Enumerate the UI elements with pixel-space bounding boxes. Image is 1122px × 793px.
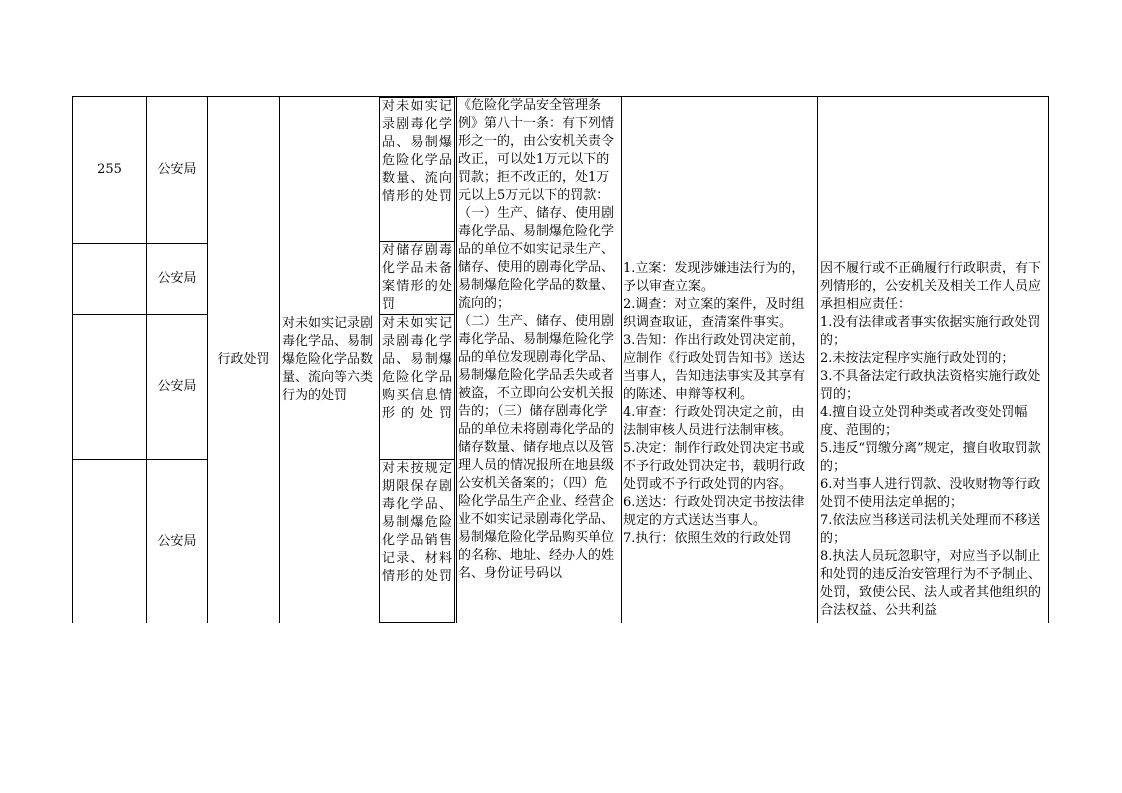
sub-item-cell: 对未按规定期限保存剧毒化学品、易制爆危险化学品销售记录、材料情形的处罚 bbox=[379, 459, 455, 623]
item-name-text: 对未如实记录剧毒化学品、易制爆危险化学品数量、流向等六类行为的处罚 bbox=[282, 316, 374, 403]
sub-item-cell: 对未如实记录剧毒化学品、易制爆危险化学品数量、流向情形的处罚 bbox=[379, 97, 455, 242]
liability-cell: 因不履行或不正确履行行政职责，有下列情形的，公安机关及相关工作人员应承担相应责任： 1.没有法律或者事实依据实施行政处罚的； 2.未按法定程序实施行政处罚的； 3.不具备法定行政执法资格实施行政处罚的； 4.擅自设立处罚种类或者改变处罚幅度、范围的； 5.违反“罚缴分离”规定，擅自收取罚款的； 6.对当事人进行罚款、没收财物等行政处罚不使用法定单据的； 7.依法应当移送司法机关处理而不移送的； 8.执法人员玩忽职守，对应当予以制止和处罚的违反治安管理行为不予制止、处罚，致使公民、法人或者其他组织的合法权益、公共利益 bbox=[820, 261, 1042, 618]
department-cell: 公安局 bbox=[157, 379, 197, 394]
sub-item-cell: 对储存剧毒化学品未备案情形的处罚 bbox=[379, 241, 455, 315]
procedure-cell: 1.立案：发现涉嫌违法行为的，予以审查立案。 2.调查：对立案的案件，及时组织调查取证，查清案件事实。 3.告知：作出行政处罚决定前，应制作《行政处罚告知书》送达当事人，告知违法事实及其享有的陈述、申辩等权利。 4.审查：行政处罚决定之前，由法制审核人员进行法制审核。 5.决定：制作行政处罚决定书或不予行政处罚决定书，载明行政处罚或不予行政处罚的内容。 6.送达：行政处罚决定书按法律规定的方式送达当事人。 7.执行：依照生效的行政处罚 bbox=[623, 261, 806, 546]
category-cell: 行政处罚 bbox=[217, 352, 270, 367]
row-number bbox=[73, 460, 146, 623]
row-number: 255 bbox=[97, 162, 122, 177]
department-cell: 公安局 bbox=[157, 271, 197, 286]
department-cell: 公安局 bbox=[157, 162, 197, 177]
sub-item-cell: 对未如实记录剧毒化学品、易制爆危险化学品购买信息情形的处罚 bbox=[379, 314, 455, 460]
legal-basis-cell: 《危险化学品安全管理条例》第八十一条：有下列情形之一的，由公安机关责令改正，可以处1万元以下的罚款；拒不改正的，处1万元以上5万元以下的罚款： （一）生产、储存、使用剧毒化学品、易制爆危险化学品的单位不如实记录生产、储存、使用的剧毒化学品、易制爆危险化学品的数量、流向的； （二）生产、储存、使用剧毒化学品、易制爆危险化学品的单位发现剧毒化学品、易制爆危险化学品丢失或者被盗，不立即向公安机关报告的；（三）储存剧毒化学品的单位未将剧毒化学品的储存数量、储存地点以及管理人员的情况报所在地县级公安机关备案的；（四）危险化学品生产企业、经营企业不如实记录剧毒化学品、易制爆危险化学品购买单位的名称、地址、经办人的姓名、身份证号码以 bbox=[458, 98, 615, 581]
item-name-cell bbox=[280, 97, 379, 623]
department-cell: 公安局 bbox=[157, 533, 197, 549]
responsibility-table bbox=[72, 96, 1049, 623]
row-number bbox=[73, 315, 146, 459]
row-number bbox=[73, 244, 146, 314]
